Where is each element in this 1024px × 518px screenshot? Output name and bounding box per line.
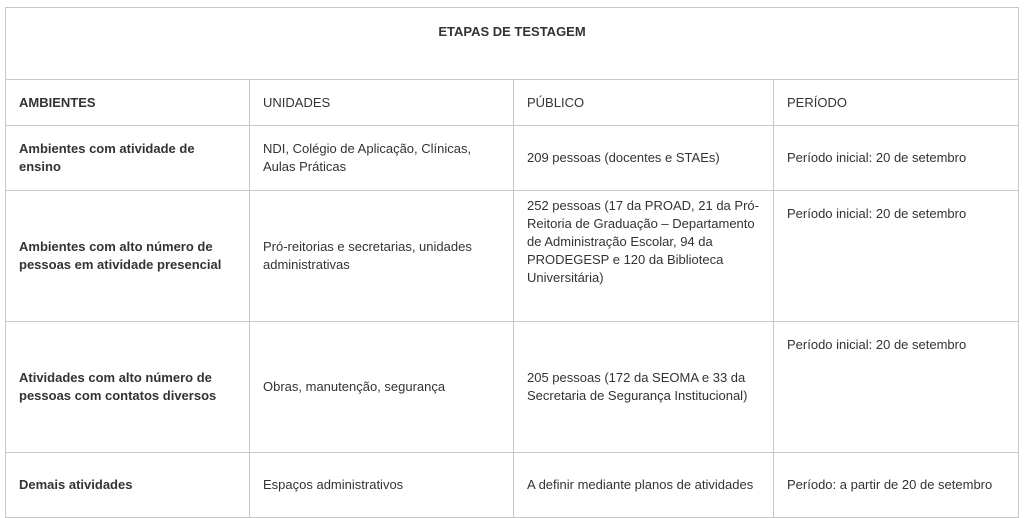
cell-publico: 209 pessoas (docentes e STAEs) [514, 126, 774, 191]
table-title: ETAPAS DE TESTAGEM [6, 8, 1019, 80]
header-publico: PÚBLICO [514, 80, 774, 126]
cell-ambiente: Atividades com alto número de pessoas com contatos diversos [6, 322, 250, 453]
cell-unidades: Obras, manutenção, segurança [250, 322, 514, 453]
cell-ambiente: Ambientes com atividade de ensino [6, 126, 250, 191]
cell-unidades: Espaços administrativos [250, 453, 514, 518]
table-row [6, 126, 1019, 191]
table-row [6, 322, 1019, 453]
table-header-row [6, 80, 1019, 126]
cell-unidades: Pró-reitorias e secretarias, unidades administrativas [250, 191, 514, 322]
cell-periodo: Período inicial: 20 de setembro [774, 191, 1019, 322]
testing-stages-table [5, 7, 1019, 518]
cell-unidades: NDI, Colégio de Aplicação, Clínicas, Aulas Práticas [250, 126, 514, 191]
cell-ambiente: Demais atividades [6, 453, 250, 518]
cell-periodo: Período inicial: 20 de setembro [774, 322, 1019, 453]
cell-periodo: Período: a partir de 20 de setembro [774, 453, 1019, 518]
cell-publico: 205 pessoas (172 da SEOMA e 33 da Secretaria de Segurança Institucional) [514, 322, 774, 453]
header-periodo: PERÍODO [774, 80, 1019, 126]
cell-periodo: Período inicial: 20 de setembro [774, 126, 1019, 191]
header-ambientes: AMBIENTES [6, 80, 250, 126]
table-row [6, 191, 1019, 322]
testing-stages-table-container [5, 7, 1018, 518]
table-row [6, 453, 1019, 518]
cell-ambiente: Ambientes com alto número de pessoas em atividade presencial [6, 191, 250, 322]
header-unidades: UNIDADES [250, 80, 514, 126]
cell-publico: 252 pessoas (17 da PROAD, 21 da Pró-Reitoria de Graduação – Departamento de Administração Escolar, 94 da PRODEGESP e 120 da Biblioteca Universitária) [514, 191, 774, 322]
cell-publico: A definir mediante planos de atividades [514, 453, 774, 518]
table-title-row [6, 8, 1019, 80]
